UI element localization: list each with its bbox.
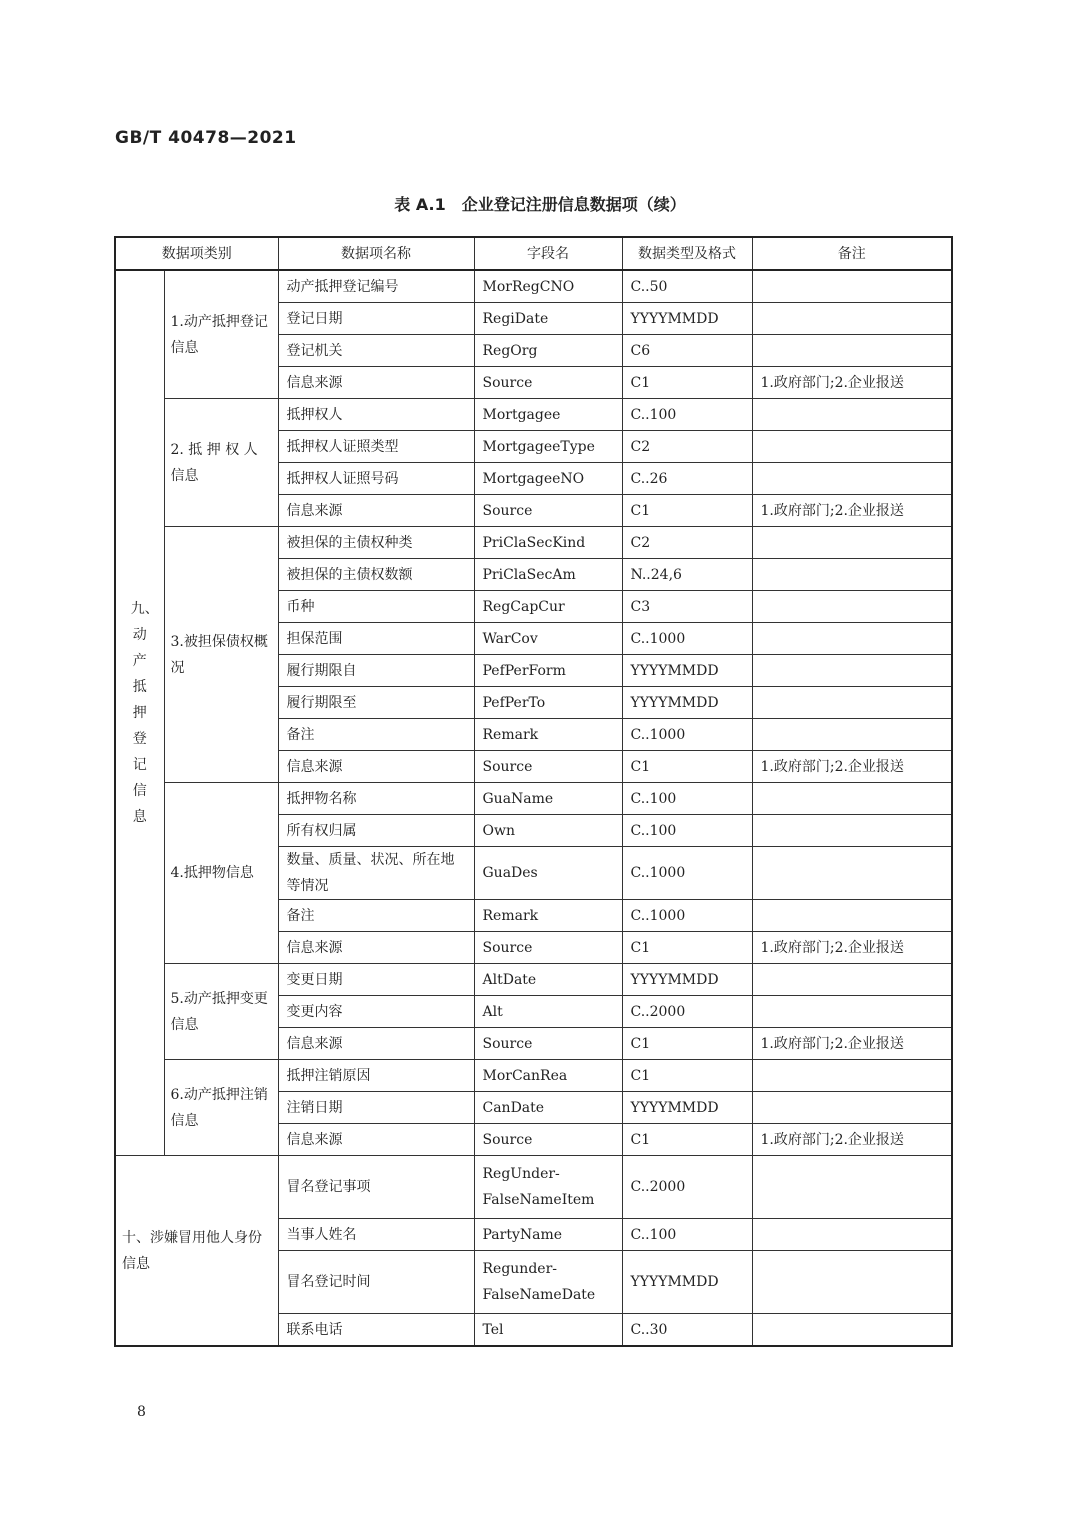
remark [752, 303, 952, 335]
data-type: C1 [622, 1124, 752, 1156]
remark [752, 815, 952, 847]
field-name: Own [474, 815, 622, 847]
field-name: Source [474, 751, 622, 783]
table-row [115, 783, 952, 815]
data-type: C..2000 [622, 1156, 752, 1219]
field-name: PriClaSecKind [474, 527, 622, 559]
data-type: C..1000 [622, 623, 752, 655]
field-name: RegCapCur [474, 591, 622, 623]
remark [752, 335, 952, 367]
field-name: Source [474, 1028, 622, 1060]
item-name: 冒名登记时间 [278, 1251, 474, 1314]
item-name: 抵押权人 [278, 399, 474, 431]
data-type: C..30 [622, 1314, 752, 1347]
table-row [115, 964, 952, 996]
column-header: 数据类型及格式 [622, 237, 752, 270]
data-type: C..100 [622, 399, 752, 431]
data-type: C1 [622, 1028, 752, 1060]
data-type: C..100 [622, 783, 752, 815]
data-type: C..100 [622, 815, 752, 847]
remark [752, 527, 952, 559]
data-type: YYYYMMDD [622, 687, 752, 719]
item-name: 数量、质量、状况、所在地等情况 [278, 847, 474, 900]
remark [752, 655, 952, 687]
subcategory-label: 3.被担保债权概况 [164, 527, 278, 783]
item-name: 变更内容 [278, 996, 474, 1028]
field-name: PefPerForm [474, 655, 622, 687]
field-name: Tel [474, 1314, 622, 1347]
field-name: PriClaSecAm [474, 559, 622, 591]
subcategory-label: 6.动产抵押注销信息 [164, 1060, 278, 1156]
item-name: 信息来源 [278, 495, 474, 527]
data-type: C1 [622, 932, 752, 964]
table-header-row [115, 237, 952, 270]
data-type: YYYYMMDD [622, 1092, 752, 1124]
remark [752, 687, 952, 719]
item-name: 登记机关 [278, 335, 474, 367]
item-name: 备注 [278, 900, 474, 932]
data-type: C..1000 [622, 847, 752, 900]
field-name: Source [474, 932, 622, 964]
item-name: 信息来源 [278, 1124, 474, 1156]
field-name: RegiDate [474, 303, 622, 335]
field-name: PartyName [474, 1219, 622, 1251]
field-name: Source [474, 495, 622, 527]
column-header: 数据项名称 [278, 237, 474, 270]
remark [752, 559, 952, 591]
item-name: 联系电话 [278, 1314, 474, 1347]
data-type: C6 [622, 335, 752, 367]
item-name: 抵押权人证照号码 [278, 463, 474, 495]
field-name: Remark [474, 900, 622, 932]
data-type: C..2000 [622, 996, 752, 1028]
remark: 1.政府部门;2.企业报送 [752, 1028, 952, 1060]
data-type: YYYYMMDD [622, 1251, 752, 1314]
item-name: 履行期限至 [278, 687, 474, 719]
column-header: 数据项类别 [115, 237, 278, 270]
page-number: 8 [137, 1404, 146, 1420]
field-name: RegUnder-FalseNameItem [474, 1156, 622, 1219]
remark [752, 591, 952, 623]
remark [752, 1251, 952, 1314]
table-row [115, 1156, 952, 1219]
item-name: 被担保的主债权数额 [278, 559, 474, 591]
column-header: 备注 [752, 237, 952, 270]
data-type: C..100 [622, 1219, 752, 1251]
item-name: 信息来源 [278, 932, 474, 964]
remark [752, 900, 952, 932]
field-name: MorCanRea [474, 1060, 622, 1092]
remark: 1.政府部门;2.企业报送 [752, 367, 952, 399]
remark [752, 783, 952, 815]
table-caption: 表 A.1 企业登记注册信息数据项（续） [394, 195, 686, 214]
item-name: 担保范围 [278, 623, 474, 655]
field-name: CanDate [474, 1092, 622, 1124]
item-name: 变更日期 [278, 964, 474, 996]
item-name: 抵押权人证照类型 [278, 431, 474, 463]
item-name: 所有权归属 [278, 815, 474, 847]
standard-code: GB/T 40478—2021 [115, 128, 297, 148]
remark [752, 1060, 952, 1092]
data-type: C..1000 [622, 719, 752, 751]
data-type: YYYYMMDD [622, 964, 752, 996]
field-name: GuaName [474, 783, 622, 815]
remark [752, 964, 952, 996]
data-type: C2 [622, 431, 752, 463]
remark [752, 270, 952, 303]
field-name: RegOrg [474, 335, 622, 367]
item-name: 注销日期 [278, 1092, 474, 1124]
item-name: 冒名登记事项 [278, 1156, 474, 1219]
data-type: C1 [622, 367, 752, 399]
remark [752, 463, 952, 495]
data-type: C1 [622, 1060, 752, 1092]
field-name: Source [474, 367, 622, 399]
item-name: 信息来源 [278, 751, 474, 783]
remark: 1.政府部门;2.企业报送 [752, 751, 952, 783]
remark [752, 996, 952, 1028]
field-name: AltDate [474, 964, 622, 996]
remark [752, 847, 952, 900]
subcategory-label: 5.动产抵押变更信息 [164, 964, 278, 1060]
item-name: 抵押注销原因 [278, 1060, 474, 1092]
field-name: Remark [474, 719, 622, 751]
item-name: 信息来源 [278, 367, 474, 399]
subcategory-label: 4.抵押物信息 [164, 783, 278, 964]
table-row [115, 527, 952, 559]
data-type: C..50 [622, 270, 752, 303]
remark [752, 1092, 952, 1124]
data-item-table [114, 236, 953, 1347]
remark [752, 431, 952, 463]
data-type: C1 [622, 751, 752, 783]
field-name: Alt [474, 996, 622, 1028]
field-name: Regunder-FalseNameDate [474, 1251, 622, 1314]
table-body [115, 270, 952, 1346]
table-row [115, 1060, 952, 1092]
field-name: Mortgagee [474, 399, 622, 431]
data-type: N..24,6 [622, 559, 752, 591]
data-type: C3 [622, 591, 752, 623]
remark: 1.政府部门;2.企业报送 [752, 495, 952, 527]
item-name: 备注 [278, 719, 474, 751]
item-name: 当事人姓名 [278, 1219, 474, 1251]
item-name: 抵押物名称 [278, 783, 474, 815]
field-name: MortgageeNO [474, 463, 622, 495]
item-name: 动产抵押登记编号 [278, 270, 474, 303]
item-name: 币种 [278, 591, 474, 623]
field-name: MortgageeType [474, 431, 622, 463]
table-row [115, 270, 952, 303]
item-name: 信息来源 [278, 1028, 474, 1060]
data-type: C1 [622, 495, 752, 527]
remark [752, 1219, 952, 1251]
remark [752, 623, 952, 655]
category-label-section-9 [115, 270, 164, 1156]
data-type: C..1000 [622, 900, 752, 932]
subcategory-label: 2. 抵 押 权 人 信息 [164, 399, 278, 527]
remark [752, 399, 952, 431]
remark [752, 1156, 952, 1219]
item-name: 被担保的主债权种类 [278, 527, 474, 559]
remark: 1.政府部门;2.企业报送 [752, 932, 952, 964]
field-name: Source [474, 1124, 622, 1156]
data-type: C2 [622, 527, 752, 559]
column-header: 字段名 [474, 237, 622, 270]
data-type: C..26 [622, 463, 752, 495]
field-name: GuaDes [474, 847, 622, 900]
remark [752, 719, 952, 751]
remark: 1.政府部门;2.企业报送 [752, 1124, 952, 1156]
field-name: PefPerTo [474, 687, 622, 719]
field-name: MorRegCNO [474, 270, 622, 303]
item-name: 登记日期 [278, 303, 474, 335]
category-text: 九、动产抵押登记信息 [130, 601, 159, 825]
category-label-section-10: 十、涉嫌冒用他人身份信息 [115, 1156, 278, 1347]
table-row [115, 399, 952, 431]
remark [752, 1314, 952, 1347]
field-name: WarCov [474, 623, 622, 655]
data-type: YYYYMMDD [622, 655, 752, 687]
subcategory-label: 1.动产抵押登记信息 [164, 270, 278, 399]
item-name: 履行期限自 [278, 655, 474, 687]
data-type: YYYYMMDD [622, 303, 752, 335]
